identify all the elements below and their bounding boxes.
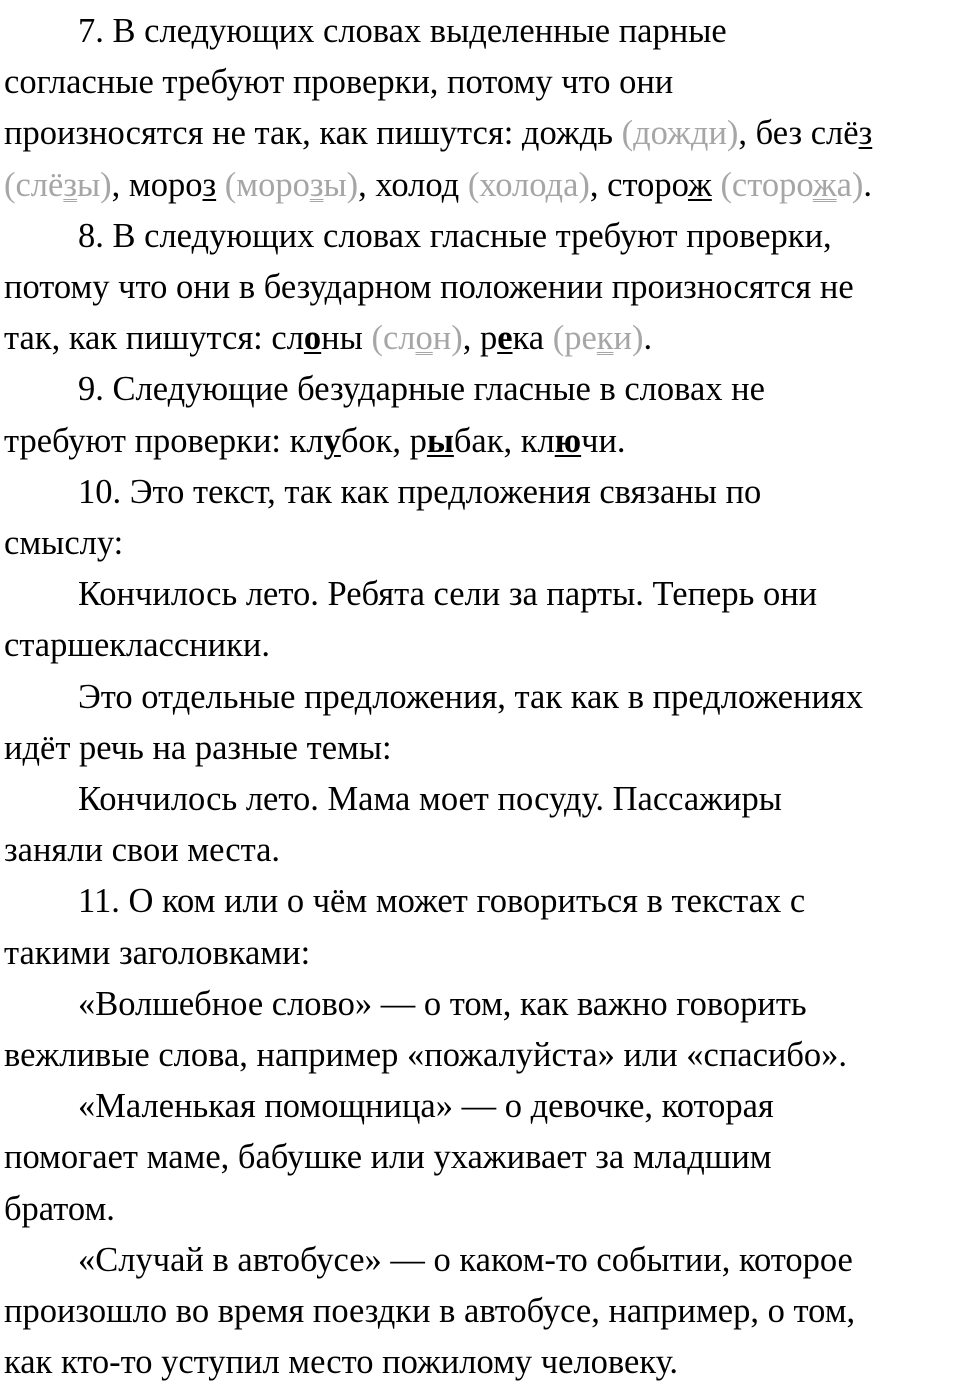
paragraph-10 — [4, 467, 956, 569]
text-run: . — [643, 319, 653, 358]
highlighted-letter: д — [441, 165, 460, 204]
text-run — [216, 166, 225, 204]
text-run: 7. В следующих словах выделенные парные согласные требуют проверки, потому что они произносятся не так, как пишутся: дож — [4, 12, 727, 153]
text-run: бок, р — [340, 421, 427, 460]
highlighted-letter: е — [497, 319, 513, 358]
paragraph-11-bus-incident — [4, 1235, 956, 1388]
paragraph-10-sentences-example — [4, 774, 956, 876]
text-run: , р — [462, 319, 498, 358]
text-run: Это отдельные предложения, так как в предложениях идёт речь на разные темы: — [4, 677, 864, 767]
highlighted-letter: ы — [426, 421, 454, 460]
text-run: «Случай в автобусе» — о каком-то событии, которое произошло во время поездки в автобусе, например, о том, как кто-то уступил место пожилому человеку. — [4, 1240, 856, 1382]
check-word-hint: з — [63, 165, 77, 204]
text-run: , моро — [111, 165, 203, 204]
check-word-hint: (сторо — [720, 165, 813, 204]
check-word-hint: ы) — [76, 165, 112, 204]
check-word-hint: а) — [563, 165, 590, 204]
paragraph-8 — [4, 211, 956, 365]
check-word-hint: (слё — [4, 165, 64, 204]
text-run: «Маленькая помощница» — о девочке, которая помогает маме, бабушке или ухаживает за младшим братом. — [4, 1087, 774, 1228]
paragraph-11-little-helper — [4, 1081, 956, 1235]
check-word-hint: (моро — [224, 165, 310, 204]
text-run: Кончилось лето. Мама моет посуду. Пассажиры заняли свои места. — [4, 780, 782, 870]
text-run: , холо — [358, 165, 442, 204]
text-run: ны — [321, 319, 372, 358]
paragraph-10-sentences-note — [4, 672, 956, 774]
text-run: . — [863, 165, 873, 204]
check-word-hint: ы) — [323, 165, 359, 204]
text-run: , сторо — [589, 165, 688, 204]
check-word-hint: д — [690, 114, 709, 153]
text-run: Кончилось лето. Ребята сели за парты. Теперь они старшеклассники. — [4, 575, 818, 665]
highlighted-letter: у — [323, 421, 341, 460]
check-word-hint: (дож — [621, 114, 691, 153]
highlighted-letter: з — [202, 165, 217, 204]
paragraph-10-text-example — [4, 569, 956, 671]
text-run: 10. Это текст, так как предложения связаны по смыслу: — [4, 472, 762, 563]
check-word-hint: н) — [432, 319, 463, 358]
paragraph-7 — [4, 6, 956, 211]
highlighted-letter: з — [858, 114, 873, 153]
check-word-hint: (сл — [371, 319, 416, 358]
text-run: 9. Следующие безударные гласные в словах не требуют проверки: кл — [4, 370, 765, 460]
text-run: ка — [512, 319, 553, 358]
highlighted-letter: ю — [554, 421, 582, 460]
text-run: 11. О ком или о чём может говориться в текстах с такими заголовками: — [4, 882, 806, 972]
check-word-hint: (холо — [467, 165, 546, 204]
check-word-hint: д — [545, 165, 564, 204]
check-word-hint: ж — [812, 165, 837, 204]
highlighted-letter: д — [579, 114, 598, 153]
check-word-hint: к — [596, 319, 614, 358]
check-word-hint: о — [415, 319, 433, 358]
text-run: , без слё — [738, 114, 859, 153]
check-word-hint: а) — [836, 165, 864, 204]
text-run: бак, кл — [453, 421, 555, 460]
text-run — [459, 166, 468, 204]
check-word-hint: и) — [708, 114, 739, 153]
text-run: «Волшебное слово» — о том, как важно говорить вежливые слова, например «пожалуйста» или «спасибо». — [4, 984, 848, 1075]
paragraph-11-magic-word — [4, 979, 956, 1081]
paragraph-11 — [4, 876, 956, 978]
check-word-hint: и) — [613, 319, 644, 358]
highlighted-letter: о — [303, 319, 322, 358]
check-word-hint: з — [309, 165, 324, 204]
check-word-hint: (ре — [552, 319, 597, 358]
paragraph-9 — [4, 364, 956, 466]
highlighted-letter: ж — [687, 165, 712, 204]
text-run: чи. — [581, 421, 626, 460]
text-run: ь — [597, 114, 622, 153]
text-run: 8. В следующих словах гласные требуют проверки, потому что они в безударном положении произносятся не так, как пишутся: сл — [4, 216, 854, 358]
